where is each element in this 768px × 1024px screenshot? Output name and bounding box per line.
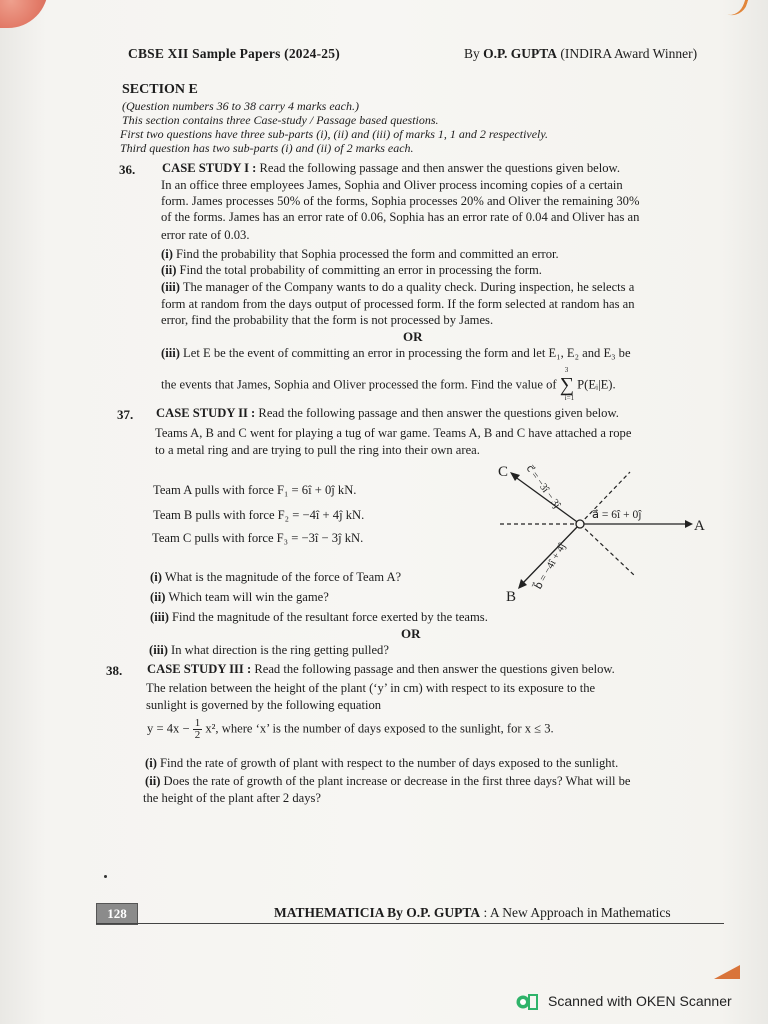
vector-c-label: c⃗ = −3î − 3ĵ	[523, 463, 563, 511]
passage-line: the height of the plant after 2 days?	[143, 791, 321, 805]
fraction-denominator: 2	[194, 729, 201, 741]
sub-question	[150, 570, 401, 585]
sum-upper-limit: 3	[564, 366, 569, 374]
force-statement: Team B pulls with force F₂ = −4î + 4ĵ kN.	[153, 508, 365, 522]
vector-c-extension	[580, 524, 635, 576]
footer-title	[274, 905, 671, 921]
sub-question-label: (i)	[161, 247, 173, 261]
label-team-a: A	[694, 518, 705, 534]
case-study-heading	[162, 161, 620, 176]
sub-question-text: In what direction is the ring getting pulled?	[171, 643, 389, 657]
case-study-label: CASE STUDY III :	[147, 662, 252, 676]
section-note: First two questions have three sub-parts (i), (ii) and (iii) of marks 1, 1 and 2 respectively.	[120, 127, 549, 141]
header-award: (INDIRA Award Winner)	[560, 46, 698, 61]
sub-question-label: (ii)	[161, 263, 177, 277]
header-by: By	[464, 46, 480, 61]
sub-question	[161, 247, 559, 262]
sub-question	[145, 774, 631, 789]
sub-question-text: Find the probability that Sophia processed the form and committed an error.	[176, 247, 559, 261]
sub-question	[161, 346, 631, 361]
passage-line: sunlight is governed by the following equation	[146, 698, 382, 712]
sub-question-label: (iii)	[161, 346, 180, 360]
sub-question	[150, 590, 329, 605]
sub-question-text: Find the rate of growth of plant with respect to the number of days exposed to the sunlight.	[160, 756, 619, 770]
page-corner-decoration	[714, 965, 740, 979]
page-corner-decoration	[718, 0, 749, 19]
case-study-intro: Read the following passage and then answer the questions given below.	[258, 406, 619, 420]
vector-a-label: a⃗ = 6î + 0ĵ	[592, 509, 642, 521]
page-corner-decoration	[0, 0, 48, 28]
passage-line: of the forms. James has an error rate of 0.06, Sophia has an error rate of 0.04 and Oliver has an	[161, 210, 640, 224]
section-note: Third question has two sub-parts (i) and (ii) of 2 marks each.	[120, 141, 414, 155]
metal-ring	[576, 520, 584, 528]
sub-question-text: The manager of the Company wants to do a quality check. During inspection, he selects a	[182, 280, 635, 294]
sum-lower-limit: i=1	[564, 394, 575, 402]
vector-a-arrowhead	[685, 520, 693, 528]
label-team-c: C	[498, 464, 509, 480]
sub-question-label: (ii)	[150, 590, 166, 604]
sub-question-text: What is the magnitude of the force of Team A?	[164, 570, 402, 584]
passage-line: error rate of 0.03.	[161, 228, 250, 242]
passage-line: The relation between the height of the plant (‘y’ in cm) with respect to its exposure to the	[146, 681, 596, 695]
case-study-intro: Read the following passage and then answer the questions given below.	[259, 161, 620, 175]
equation-fraction	[193, 718, 203, 741]
sub-question-label: (iii)	[150, 610, 169, 624]
sub-question-text: Does the rate of growth of the plant increase or decrease in the first three days? What will be	[163, 774, 631, 788]
section-note: This section contains three Case-study / Passage based questions.	[122, 113, 439, 127]
question-number: 36.	[119, 162, 136, 177]
sub-question	[150, 610, 488, 625]
passage-line: to a metal ring and are trying to pull the ring into their own area.	[155, 443, 480, 457]
sub-question-text: Which team will win the game?	[168, 590, 329, 604]
oken-scanner-icon	[516, 993, 538, 1011]
plant-growth-equation	[147, 718, 554, 741]
sub-question	[161, 280, 634, 295]
passage-line: Teams A, B and C went for playing a tug of war game. Teams A, B and C have attached a rope	[155, 426, 632, 440]
header-author: O.P. GUPTA	[483, 46, 558, 61]
sub-question-label: (i)	[145, 756, 157, 770]
question-number: 37.	[117, 407, 134, 422]
case-study-label: CASE STUDY I :	[162, 161, 257, 175]
fraction-numerator: 1	[194, 717, 201, 729]
sub-question-expression: P(Eᵢ|E).	[577, 377, 616, 392]
sub-question-label: (iii)	[149, 643, 168, 657]
summation-symbol: ∑ 3 i=1	[559, 366, 575, 402]
force-statement: Team A pulls with force F₁ = 6î + 0ĵ kN.	[153, 483, 357, 497]
footer-title-bold: MATHEMATICIA By O.P. GUPTA	[274, 905, 481, 920]
equation-right: x², where ‘x’ is the number of days exposed to the sunlight, for x ≤ 3.	[205, 721, 554, 736]
section-title: SECTION E	[122, 82, 198, 97]
case-study-heading	[156, 406, 619, 421]
sub-question	[161, 263, 542, 278]
section-note: (Question numbers 36 to 38 carry 4 marks each.)	[122, 99, 359, 113]
case-study-label: CASE STUDY II :	[156, 406, 256, 420]
page-number-box: 128	[96, 903, 138, 925]
force-statement: Team C pulls with force F₃ = −3î − 3ĵ kN.	[152, 531, 364, 545]
tug-of-war-diagram	[490, 460, 710, 610]
label-team-b: B	[506, 589, 517, 605]
sub-question-label: (iii)	[161, 280, 180, 294]
case-study-heading	[147, 662, 615, 677]
sub-question-text: Let E be the event of committing an error in processing the form and let E₁, E₂ and E₃ be	[183, 346, 631, 360]
footer-subtitle: : A New Approach in Mathematics	[483, 905, 671, 920]
equation-left: y = 4x −	[147, 721, 190, 736]
sub-question	[149, 643, 389, 658]
passage-line: form. James processes 50% of the forms, Sophia processes 20% and Oliver the remaining 30%	[161, 194, 640, 208]
passage-line: form at random from the days output of processed form. If the form selected at random has an	[161, 297, 635, 311]
question-number: 38.	[106, 663, 123, 678]
passage-line: error, find the probability that the form is not processed by James.	[161, 313, 494, 327]
footer-rule	[96, 923, 724, 924]
scanner-watermark-text: Scanned with OKEN Scanner	[548, 993, 732, 1009]
sub-question-text: the events that James, Sophia and Oliver processed the form. Find the value of	[161, 377, 557, 392]
sub-question-label: (i)	[150, 570, 162, 584]
sub-question-text: Find the magnitude of the resultant force exerted by the teams.	[172, 610, 488, 624]
or-separator: OR	[401, 626, 421, 641]
sub-question	[145, 756, 618, 771]
sub-question-continued	[161, 366, 616, 402]
or-separator: OR	[403, 329, 423, 344]
sub-question-label: (ii)	[145, 774, 161, 788]
case-study-intro: Read the following passage and then answer the questions given below.	[254, 662, 615, 676]
running-header-left: CBSE XII Sample Papers (2024-25)	[128, 46, 340, 61]
passage-line: In an office three employees James, Sophia and Oliver process incoming copies of a certain	[161, 178, 623, 192]
pencil-mark	[104, 875, 107, 878]
running-header-right	[464, 46, 697, 62]
vector-b-label: b⃗ = −4î + 4ĵ	[533, 541, 569, 592]
sub-question-text: Find the total probability of committing an error in processing the form.	[179, 263, 542, 277]
